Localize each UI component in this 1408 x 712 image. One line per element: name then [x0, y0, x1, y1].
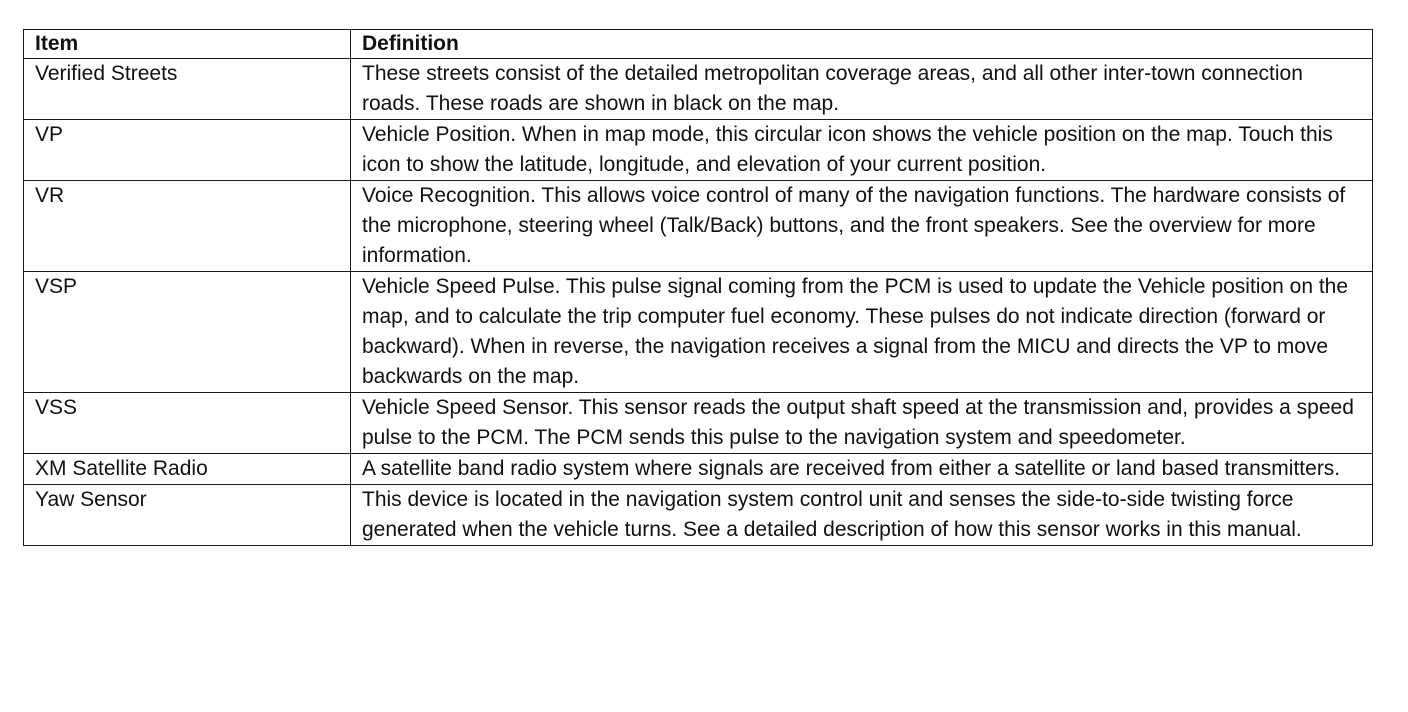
- term-cell: VP: [24, 120, 351, 181]
- table-row: [24, 181, 1373, 272]
- table-row: [24, 485, 1373, 546]
- column-header-item: Item: [24, 30, 351, 59]
- term-cell: Verified Streets: [24, 59, 351, 120]
- table-row: [24, 393, 1373, 454]
- table-row: [24, 272, 1373, 393]
- definition-cell: These streets consist of the detailed metropolitan coverage areas, and all other inter-town connection roads. These roads are shown in black on the map.: [351, 59, 1373, 120]
- column-header-definition: Definition: [351, 30, 1373, 59]
- table-row: [24, 59, 1373, 120]
- term-cell: VR: [24, 181, 351, 272]
- term-cell: Yaw Sensor: [24, 485, 351, 546]
- table-row: [24, 120, 1373, 181]
- term-cell: VSS: [24, 393, 351, 454]
- definition-cell: A satellite band radio system where signals are received from either a satellite or land based transmitters.: [351, 454, 1373, 485]
- term-cell: VSP: [24, 272, 351, 393]
- glossary-table: [23, 29, 1373, 546]
- table-row: [24, 454, 1373, 485]
- definition-cell: Voice Recognition. This allows voice control of many of the navigation functions. The hardware consists of the microphone, steering wheel (Talk/Back) buttons, and the front speakers. See the overview for more information.: [351, 181, 1373, 272]
- definition-cell: Vehicle Speed Pulse. This pulse signal coming from the PCM is used to update the Vehicle position on the map, and to calculate the trip computer fuel economy. These pulses do not indicate direction (forward or backward). When in reverse, the navigation receives a signal from the MICU and directs the VP to move backwards on the map.: [351, 272, 1373, 393]
- term-cell: XM Satellite Radio: [24, 454, 351, 485]
- header-row: [24, 30, 1373, 59]
- definition-cell: Vehicle Speed Sensor. This sensor reads the output shaft speed at the transmission and, provides a speed pulse to the PCM. The PCM sends this pulse to the navigation system and speedometer.: [351, 393, 1373, 454]
- definition-cell: Vehicle Position. When in map mode, this circular icon shows the vehicle position on the map. Touch this icon to show the latitude, longitude, and elevation of your current position.: [351, 120, 1373, 181]
- definition-cell: This device is located in the navigation system control unit and senses the side-to-side twisting force generated when the vehicle turns. See a detailed description of how this sensor works in this manual.: [351, 485, 1373, 546]
